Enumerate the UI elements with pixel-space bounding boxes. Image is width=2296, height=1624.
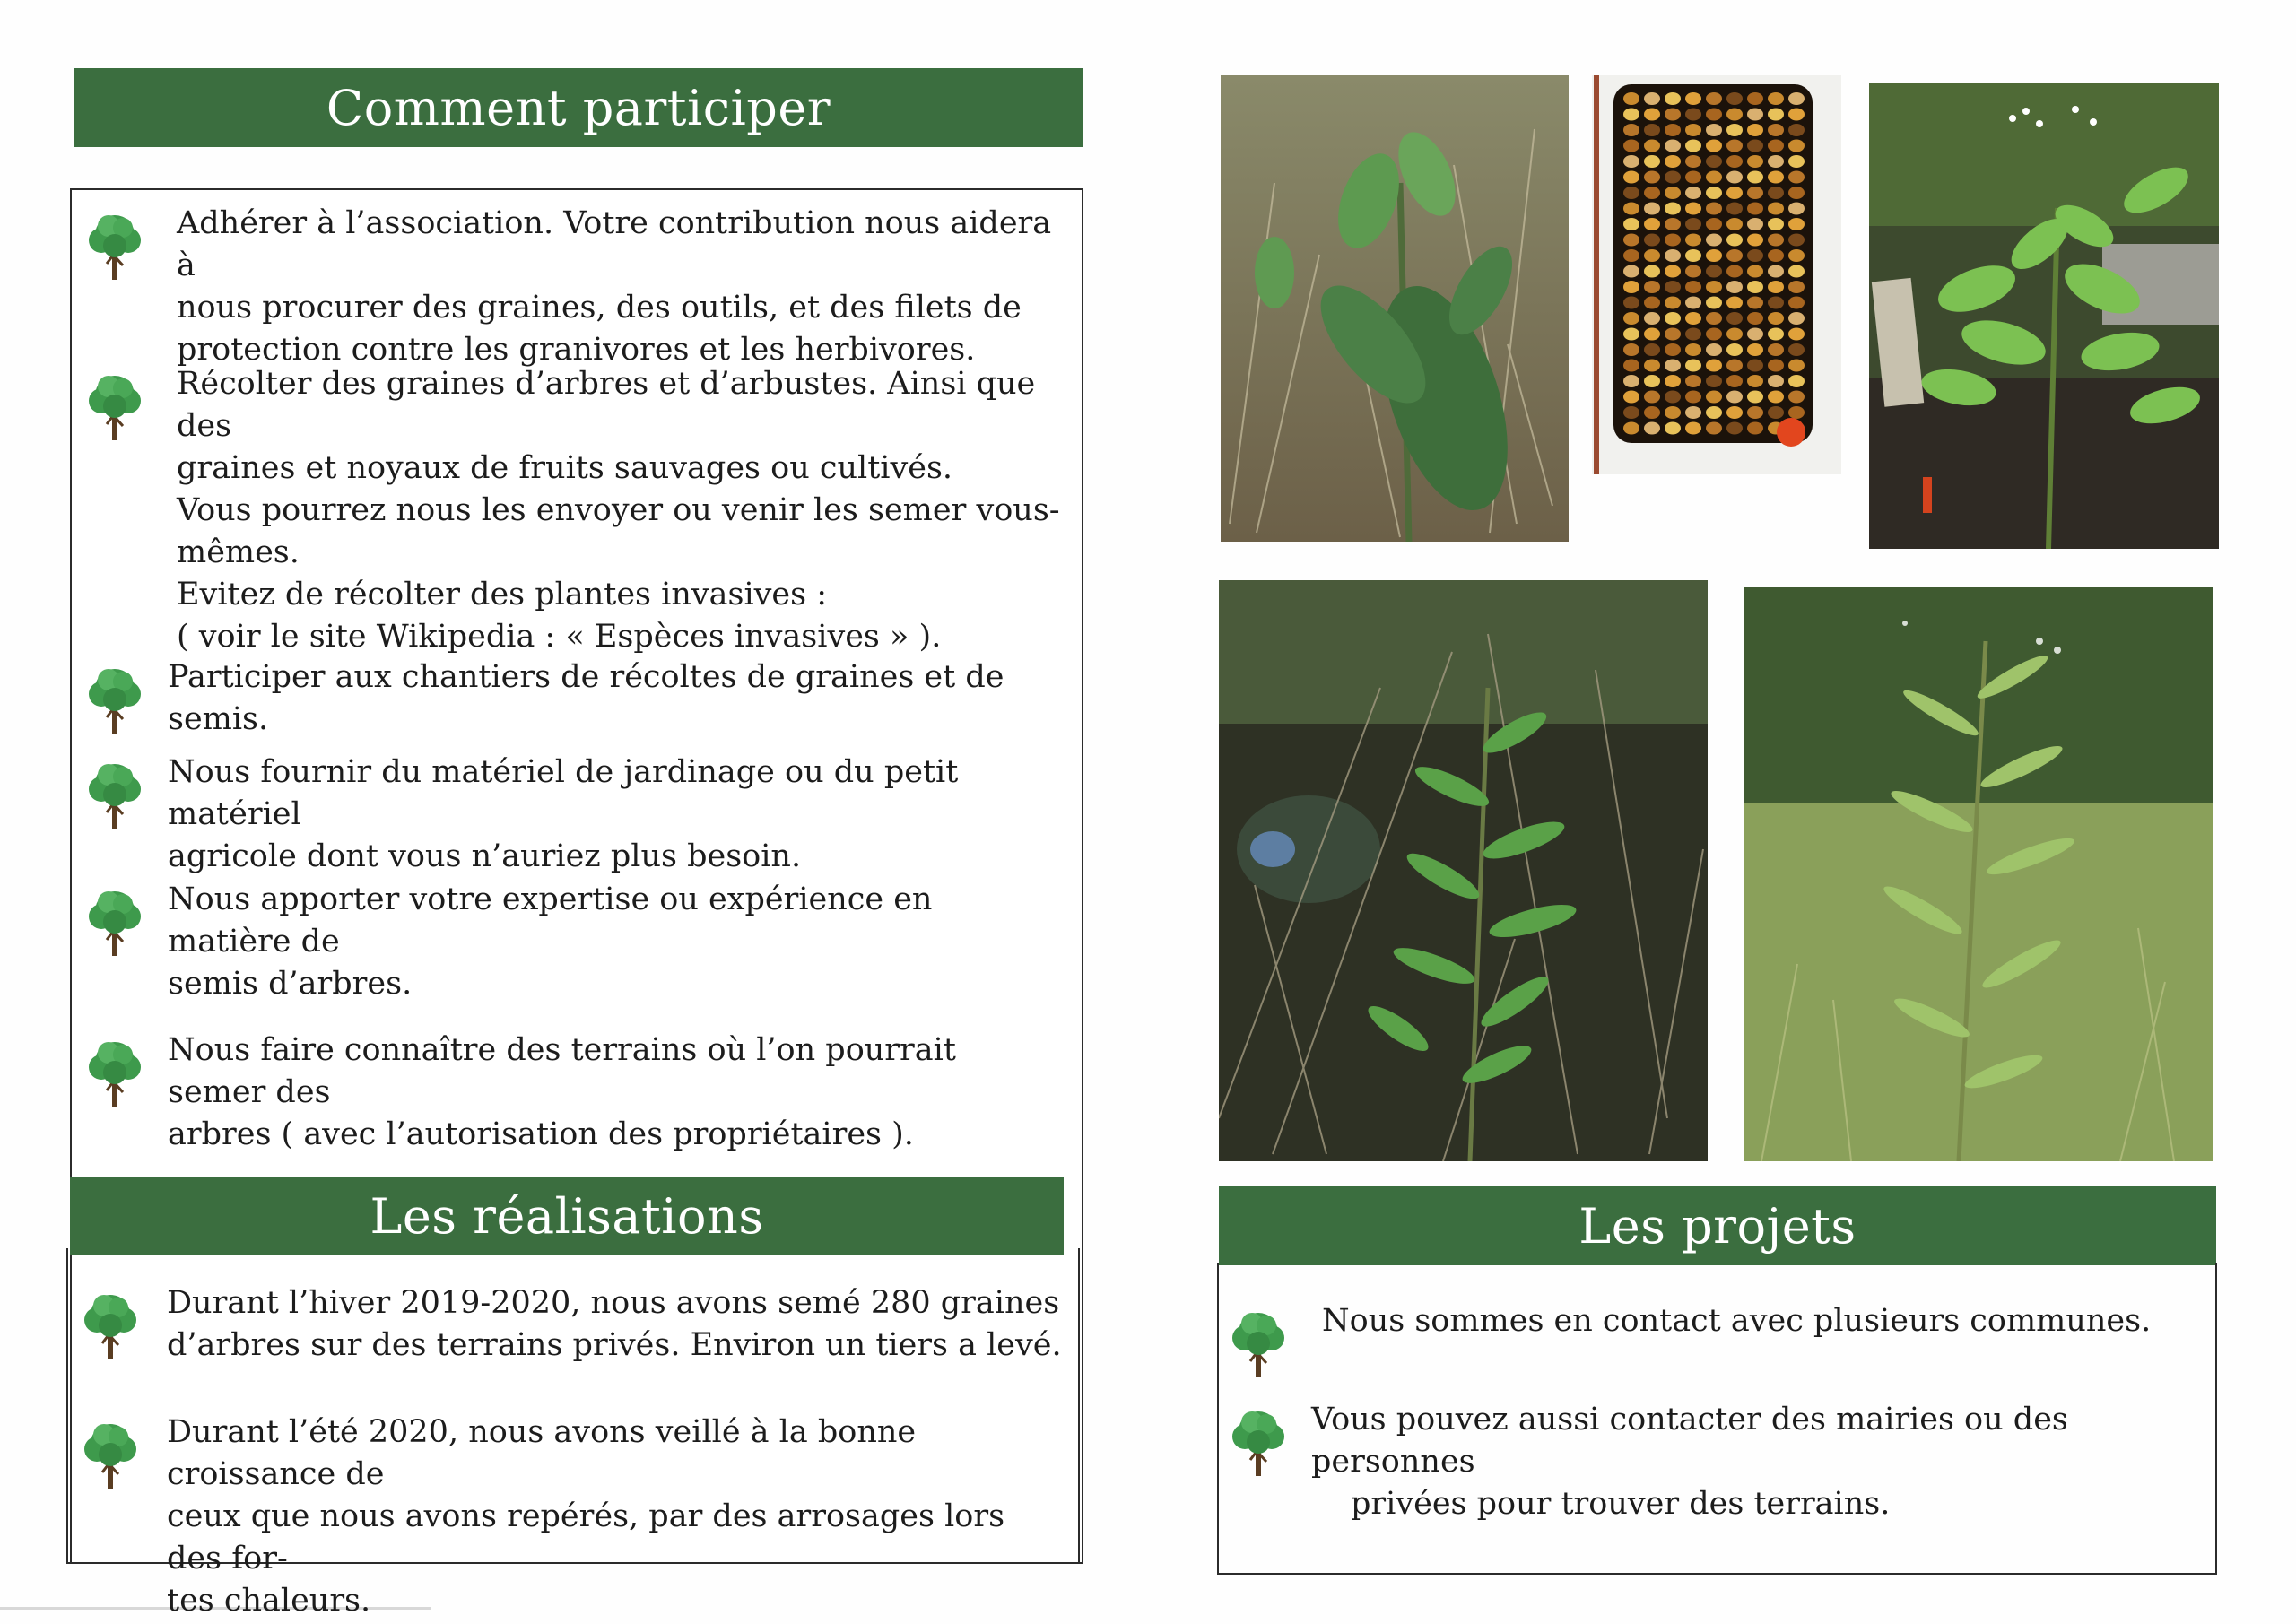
item-text-line: Participer aux chantiers de récoltes de graines et de semis.: [168, 659, 1004, 737]
item-text-line: Nous sommes en contact avec plusieurs communes.: [1322, 1303, 2152, 1339]
comment-participer-title: Comment participer: [326, 79, 831, 136]
item-text: [167, 1282, 1063, 1367]
item-text-line: tes chaleurs.: [167, 1583, 371, 1619]
item-text-line: Nous apporter votre expertise ou expérience en matière de: [168, 881, 933, 960]
tree-icon: [1229, 1309, 1288, 1381]
item-text: [177, 203, 1063, 371]
photo-seedling-leaves: [1221, 75, 1569, 542]
tree-icon: [85, 372, 144, 444]
item-text-line: Nous fournir du matériel de jardinage ou du petit matériel: [168, 754, 959, 832]
tree-icon: [1229, 1408, 1288, 1480]
item-text-line: Vous pourrez nous les envoyer ou venir les semer vous-: [177, 492, 1060, 528]
item-text-line: ceux que nous avons repérés, par des arrosages lors des for-: [167, 1498, 1005, 1576]
list-item: [85, 751, 1063, 878]
list-item: [81, 1411, 1063, 1622]
item-text: [168, 751, 1063, 878]
item-text-line: agricole dont vous n’auriez plus besoin.: [168, 838, 802, 874]
item-text: [168, 656, 1063, 741]
item-text-line: Récolter des graines d’arbres et d’arbustes. Ainsi que des: [177, 366, 1036, 444]
comment-participer-banner: [74, 68, 1083, 147]
tree-icon: [85, 665, 144, 737]
item-text: [177, 363, 1063, 658]
item-text-line: privées pour trouver des terrains.: [1351, 1486, 1891, 1522]
item-text-line: Nous faire connaître des terrains où l’on pourrait semer des: [168, 1032, 956, 1110]
tree-icon: [85, 888, 144, 960]
item-text-line: mêmes.: [177, 534, 300, 570]
item-text-line: arbres ( avec l’autorisation des propriétaires ).: [168, 1116, 914, 1152]
list-item: [1229, 1399, 2197, 1525]
photo-compound-leaf-seedling: [1869, 83, 2219, 549]
list-item: [1229, 1300, 2197, 1381]
tree-icon: [81, 1291, 140, 1363]
list-item: [85, 1029, 1063, 1156]
tree-icon: [85, 1038, 144, 1110]
item-text-line: Adhérer à l’association. Votre contribution nous aidera à: [177, 205, 1052, 283]
les-realisations-title: Les réalisations: [370, 1187, 764, 1245]
photo-willow-seedling: [1219, 580, 1708, 1161]
list-item: [85, 363, 1063, 658]
item-text-line: ( voir le site Wikipedia : « Espèces invasives » ).: [177, 619, 942, 655]
les-projets-banner: [1219, 1186, 2216, 1265]
tree-icon: [85, 212, 144, 283]
tree-icon: [81, 1420, 140, 1492]
item-text-line: graines et noyaux de fruits sauvages ou cultivés.: [177, 450, 953, 486]
les-realisations-banner: [70, 1177, 1064, 1255]
item-text-line: Durant l’été 2020, nous avons veillé à la bonne croissance de: [167, 1414, 917, 1492]
item-text: [168, 1029, 1063, 1156]
item-text: [1322, 1300, 2197, 1342]
list-item: [85, 203, 1063, 371]
item-text-line: Evitez de récolter des plantes invasives :: [177, 577, 828, 612]
item-text-line: semis d’arbres.: [168, 966, 413, 1002]
tree-icon: [85, 760, 144, 832]
photo-seed-collection: [1592, 75, 1841, 474]
list-item: [85, 879, 1063, 1005]
list-item: [85, 656, 1063, 741]
item-text: [1311, 1399, 2197, 1525]
item-text-line: d’arbres sur des terrains privés. Environ un tiers a levé.: [167, 1327, 1062, 1363]
photo-willow-sapling-grass: [1744, 587, 2213, 1161]
item-text-line: protection contre les granivores et les herbivores.: [177, 332, 976, 368]
item-text: [167, 1411, 1063, 1622]
item-text-line: nous procurer des graines, des outils, et des filets de: [177, 290, 1022, 326]
item-text-line: Vous pouvez aussi contacter des mairies ou des personnes: [1311, 1402, 2068, 1480]
item-text: [168, 879, 1063, 1005]
item-text-line: Durant l’hiver 2019-2020, nous avons semé 280 graines: [167, 1285, 1060, 1321]
list-item: [81, 1282, 1063, 1367]
les-projets-title: Les projets: [1578, 1197, 1857, 1255]
